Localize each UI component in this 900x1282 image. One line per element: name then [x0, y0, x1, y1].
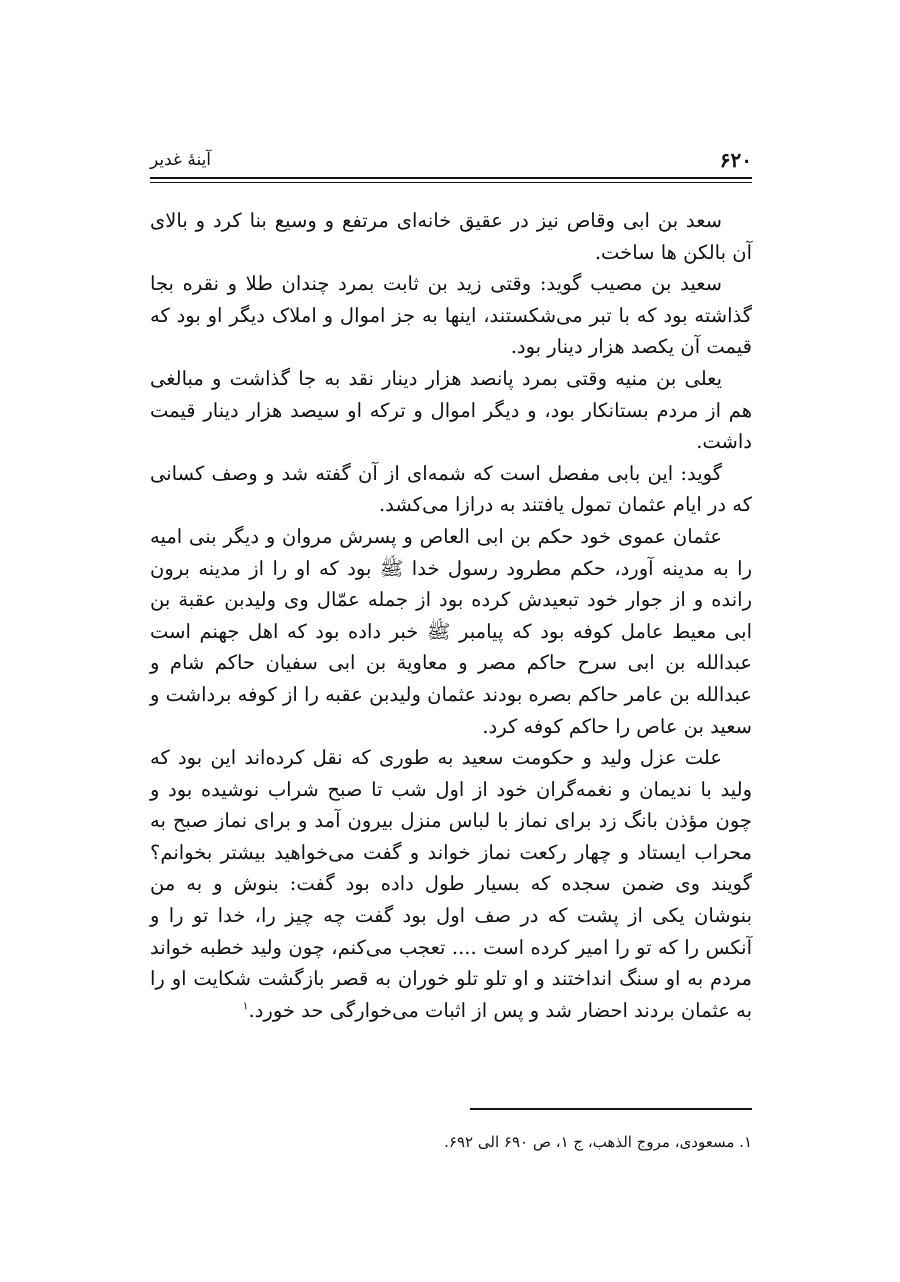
paragraph: یعلی بن منیه وقتی بمرد پانصد هزار دینار نقد به جا گذاشت و مبالغی هم از مردم بستانکار بود، و دیگر اموال و ترکه او سیصد هزار دینار قیمت داشت. [150, 366, 752, 454]
paragraph: سعید بن مصیب گوید: وقتی زید بن ثابت بمرد چندان طلا و نقره بجا گذاشته بود که با تبر می‌شکستند، اینها به جز اموال و املاک دیگر او بود که قیمت آن یکصد هزار دینار بود. [150, 272, 752, 359]
footnote: ۱. مسعودی، مروج الذهب، ج ۱، ص ۶۹۰ الی ۶۹۲. [444, 1133, 752, 1151]
body-text [150, 205, 752, 1026]
paragraph: گوید: این بابی مفصل است که شمه‌ای از آن گفته شد و وصف کسانی که در ایام عثمان تمول یافتند به درازا می‌کشد. [150, 461, 752, 517]
running-title: آینۀ غدیر [150, 150, 212, 170]
paragraph-text: علت عزل ولید و حکومت سعید به طوری که نقل کرده‌اند این بود که ولید با ندیمان و نغمه‌گران خود از اول شب تا صبح شراب نوشیده بود و چون مؤذن بانگ زد برای نماز با لباس منزل بیرون آمد و برای نماز صبح به محراب ایستاد و چهار رکعت نماز خواند و گفت می‌خواهید بیشتر بخوانم؟ گویند وی ضمن سجده که بسیار طول داده بود گفت: بنوش و به من بنوشان یکی از پشت که در صف اول بود گفت چه چیز را، خدا تو را و آنکس را که تو را امیر کرده است .... تعجب می‌کنم، چون ولید خطبه خواند مردم به او سنگ انداختند و او تلو تلو خوران به قصر بازگشت شکایت او را به عثمان بردند احضار شد و پس از اثبات می‌خوارگی حد خورد. [150, 746, 752, 1022]
footnote-marker: ۱ [242, 999, 249, 1013]
page-number: ۶۲۰ [719, 148, 752, 172]
paragraph: عثمان عموی خود حکم بن ابی العاص و پسرش مروان و دیگر بنی امیه را به مدینه آورد، حکم مطرود رسول خدا ﷺ بود که او را از مدینه برون رانده و از جوار خود تبعیدش کرده بود از جمله عمّال وی ولیدبن عقبة بن ابی معیط عامل کوفه بود که پیامبر ﷺ خبر داده بود که اهل جهنم است عبدالله بن ابی سرح حاکم مصر و معاویة بن ابی سفیان حاکم شام و عبدالله بن عامر حاکم بصره بودند عثمان ولیدبن عقبه را از کوفه برداشت و سعید بن عاص را حاکم کوفه کرد. [150, 524, 752, 738]
paragraph-last [150, 742, 752, 1026]
paragraph: سعد بن ابی وقاص نیز در عقیق خانه‌ای مرتفع و وسیع بنا کرد و بالای آن بالکن ها ساخت. [150, 209, 752, 264]
header-rule [150, 177, 752, 179]
page-header [150, 140, 752, 180]
header-rule-secondary [150, 182, 752, 183]
footnote-rule [470, 1108, 752, 1110]
